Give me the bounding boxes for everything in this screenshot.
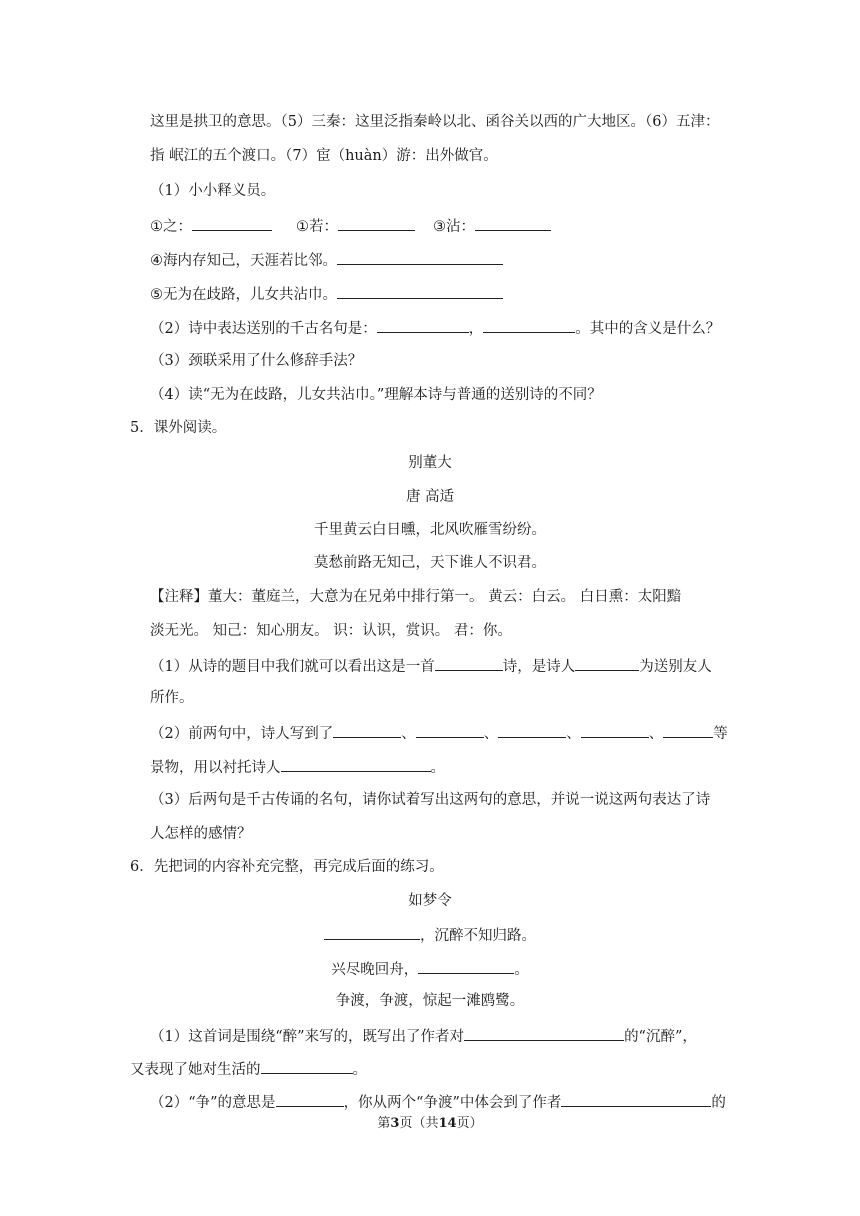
answer-blank[interactable] (276, 1091, 344, 1107)
ci-title: 如梦令 (408, 893, 452, 909)
q5-heading: 5．课外阅读。 (130, 420, 227, 436)
ci-line-1: ，沉醉不知归路。 (0, 924, 860, 946)
answer-blank[interactable] (663, 722, 713, 738)
answer-blank[interactable] (377, 317, 469, 333)
answer-blank[interactable] (192, 215, 272, 231)
answer-blank[interactable] (281, 756, 431, 772)
answer-blank[interactable] (498, 722, 566, 738)
answer-blank[interactable] (338, 215, 415, 231)
answer-blank[interactable] (416, 722, 484, 738)
q4-sub1: （1）小小释义员。 (150, 183, 276, 199)
answer-blank[interactable] (261, 1058, 353, 1074)
poem-verse-2: 莫愁前路无知己，天下谁人不识君。 (314, 555, 546, 571)
q5-sub2: （2）前两句中，诗人写到了 、 、 、 、 等 (150, 722, 728, 744)
poem-note-1: 【注释】董大：董庭兰，大意为在兄弟中排行第一。 黄云：白云。 白日熏：太阳黯 (150, 589, 682, 605)
answer-blank[interactable] (581, 722, 649, 738)
poem-note-2: 淡无光。 知己：知心朋友。 识：认识，赏识。 君：你。 (150, 623, 512, 639)
ci-line-2: 兴尽晚回舟， 。 (0, 958, 860, 980)
note-line-2: 指 岷江的五个渡口。（7）宦（huàn）游：出外做官。 (150, 148, 498, 164)
q6-sub2: （2）“争”的意思是 ，你从两个“争渡”中体会到了作者 的 (150, 1091, 726, 1113)
answer-blank[interactable] (324, 924, 420, 940)
marker-3: ③ (433, 219, 446, 235)
q6-sub1-cont: 又表现了她对生活的 。 (130, 1058, 367, 1080)
answer-blank[interactable] (337, 283, 503, 299)
q5-sub3: （3）后两句是千古传诵的名句，请你试着写出这两句的意思，并说一说这两句表达了诗 (150, 792, 711, 808)
answer-blank[interactable] (435, 655, 503, 671)
q5-sub1-cont: 所作。 (150, 690, 194, 706)
q4-line-5: ⑤无为在歧路，儿女共沾巾。 (150, 283, 503, 305)
q5-sub3-cont: 人怎样的感情？ (150, 826, 252, 842)
poem-title: 别董大 (408, 455, 452, 471)
q4-line-4: ④海内存知己，天涯若比邻。 (150, 249, 503, 271)
answer-blank[interactable] (475, 215, 551, 231)
answer-blank[interactable] (575, 655, 639, 671)
answer-blank[interactable] (418, 958, 514, 974)
q6-sub1: （1）这首词是围绕“醉”来写的，既写出了作者对 的“沉醉”， (150, 1025, 697, 1047)
q4-word-row: ①之： ①若： ③沾： (150, 215, 551, 237)
total-page-number: 14 (438, 1116, 457, 1131)
q4-sub4: （4）读“无为在歧路，儿女共沾巾。”理解本诗与普通的送别诗的不同？ (150, 387, 602, 403)
q5-sub2-cont: 景物，用以衬托诗人 。 (150, 756, 445, 778)
q5-sub1: （1）从诗的题目中我们就可以看出这是一首 诗，是诗人 为送别友人 (150, 655, 712, 677)
answer-blank[interactable] (337, 249, 503, 265)
q4-sub2: （2）诗中表达送别的千古名句是： ， 。其中的含义是什么？ (150, 317, 720, 339)
answer-blank[interactable] (333, 722, 401, 738)
ci-line-3: 争渡，争渡，惊起一滩鸥鹭。 (335, 993, 525, 1009)
answer-blank[interactable] (561, 1091, 711, 1107)
poem-author: 唐 高适 (405, 489, 455, 505)
answer-blank[interactable] (483, 317, 575, 333)
current-page-number: 3 (390, 1116, 400, 1131)
poem-verse-1: 千里黄云白日曛，北风吹雁雪纷纷。 (314, 522, 546, 538)
q4-sub3: （3）颈联采用了什么修辞手法？ (150, 353, 363, 369)
q6-heading: 6．先把词的内容补充完整，再完成后面的练习。 (130, 859, 444, 875)
page-footer: 第3页（共14页） (377, 1116, 483, 1131)
answer-blank[interactable] (464, 1025, 624, 1041)
note-line-1: 这里是拱卫的意思。（5）三秦：这里泛指秦岭以北、函谷关以西的广大地区。（6）五津： (150, 114, 720, 130)
marker-1: ① (150, 219, 163, 235)
marker-2: ① (296, 219, 309, 235)
